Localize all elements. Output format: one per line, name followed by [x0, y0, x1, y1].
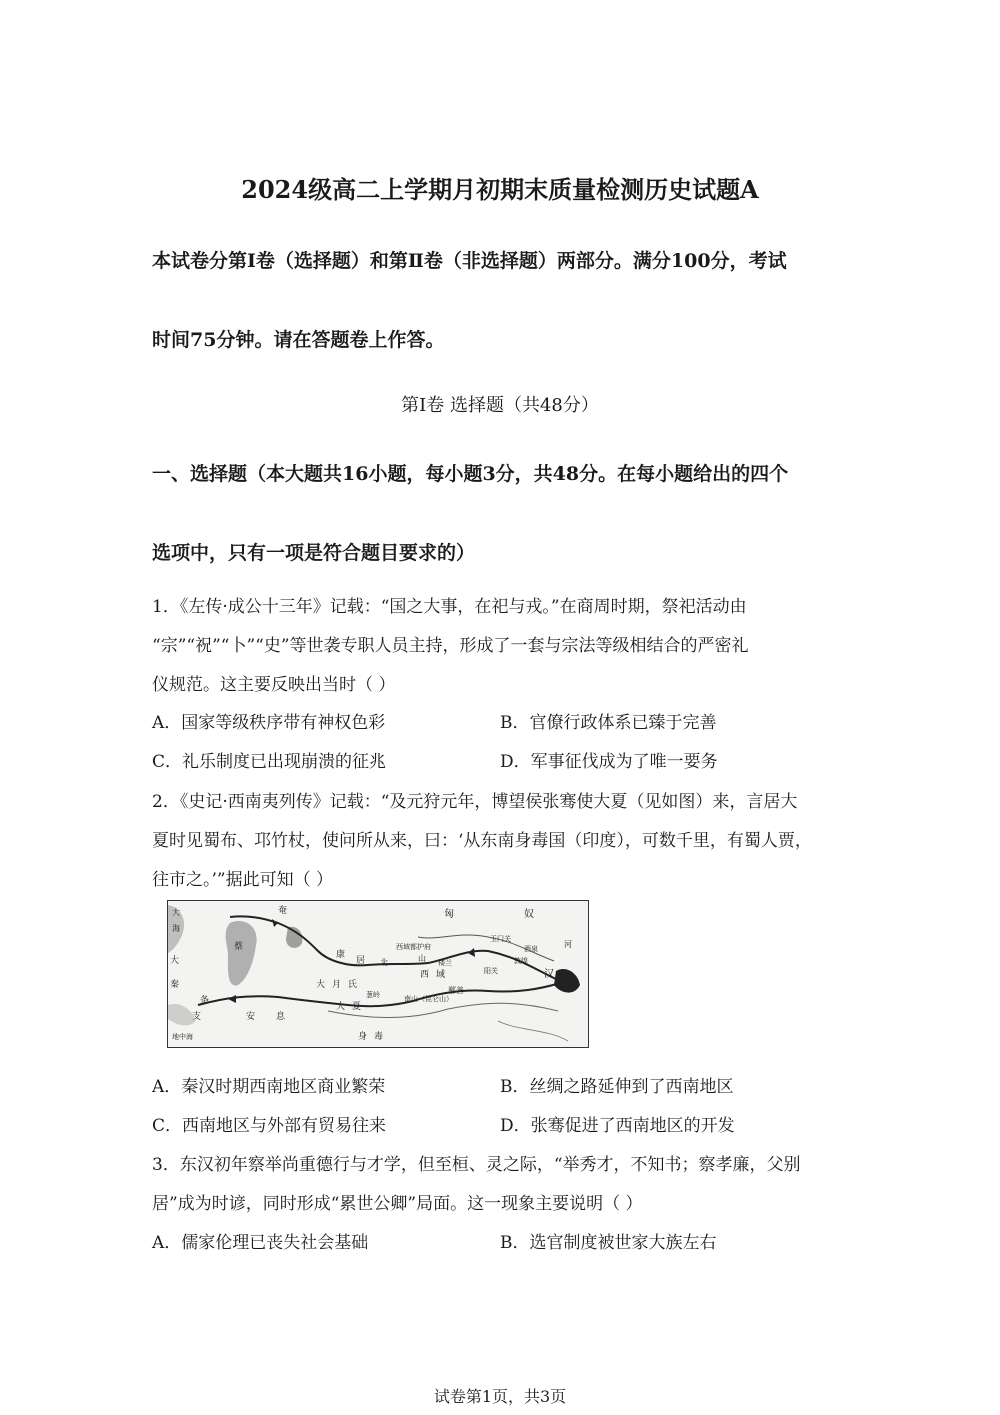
map-label: 匈: [444, 909, 454, 920]
q2-line-2: 夏时见蜀布、邛竹杖，使问所从来，曰：‘从东南身毒国（印度），可数千里，有蜀人贾，: [152, 831, 812, 851]
map-label: 条: [200, 996, 210, 1006]
map-label: 毒: [374, 1032, 384, 1042]
q2-option-c: C．西南地区与外部有贸易往来: [152, 1116, 387, 1136]
map-label: 秦: [170, 980, 180, 990]
map-label: 河: [564, 940, 572, 949]
aral-sea-shape: [286, 927, 302, 948]
map-label: 康: [336, 950, 346, 960]
q2-line-1: 2．《史记·西南夷列传》记载：“及元狩元年，博望侯张骞使大夏（见如图）来，言居大: [152, 792, 798, 812]
map-label: 大: [336, 1002, 346, 1012]
map-label: 蔡: [234, 942, 244, 952]
q1-line-1: 1．《左传·成公十三年》记载：“国之大事，在祀与戎。”在商周时期，祭祀活动由: [152, 597, 747, 617]
map-label: 夏: [352, 1002, 362, 1012]
intro-line-2: 时间75分钟。请在答题卷上作答。: [152, 329, 445, 351]
q1-line-2: “宗”“祝”“卜”“史”等世袭专职人员主持，形成了一套与宗法等级相结合的严密礼: [152, 636, 749, 656]
map-label: 息: [276, 1012, 286, 1022]
volume-title: 第Ⅰ卷 选择题（共48分）: [401, 395, 599, 416]
q3-line-1: 3．东汉初年察举尚重德行与才学，但至桓、灵之际，“举秀才，不知书；察孝廉，父别: [152, 1155, 801, 1175]
q1-line-3: 仪规范。这主要反映出当时（ ）: [152, 675, 396, 695]
map-label: 地中海: [172, 1033, 193, 1041]
route-arrow-icon-3: [468, 948, 475, 957]
q1-option-c: C．礼乐制度已出现崩溃的征兆: [152, 752, 387, 772]
q2-option-d: D．张骞促进了西南地区的开发: [500, 1116, 735, 1136]
instruction-line-2: 选项中，只有一项是符合题目要求的）: [152, 542, 476, 564]
route-arrow-icon: [272, 919, 278, 927]
intro-line-1: 本试卷分第Ⅰ卷（选择题）和第Ⅱ卷（非选择题）两部分。满分100分，考试: [152, 250, 787, 272]
map-label: 北: [380, 958, 388, 967]
map-label: 敦煌: [514, 957, 528, 965]
river-line-east: [498, 1021, 568, 1041]
q2-line-3: 往市之。’”据此可知（ ）: [152, 870, 333, 890]
q2-option-a: A．秦汉时期西南地区商业繁荣: [152, 1077, 386, 1097]
silk-road-map: [167, 900, 589, 1048]
q1-option-a: A．国家等级秩序带有神权色彩: [152, 713, 386, 733]
map-label: 月: [332, 980, 342, 990]
q2-option-b: B．丝绸之路延伸到了西南地区: [500, 1077, 734, 1097]
map-label: 西: [420, 970, 430, 980]
route-arrow-icon-2: [228, 995, 236, 1003]
map-label: 奄: [278, 906, 288, 916]
map-label: 支: [192, 1012, 202, 1022]
instruction-line-1: 一、选择题（本大题共16小题，每小题3分，共48分。在每小题给出的四个: [152, 463, 789, 485]
map-label: 海: [172, 924, 180, 933]
map-label: 南山（昆仑山）: [404, 995, 453, 1003]
map-label: 身: [358, 1032, 368, 1042]
map-label: 奴: [524, 909, 534, 920]
page-title: 2024级高二上学期月初期末质量检测历史试题A: [241, 175, 759, 204]
map-label: 大: [316, 980, 326, 990]
map-label: 鄯善: [448, 986, 464, 995]
map-label: 葱岭: [366, 991, 380, 999]
q3-option-b: B．选官制度被世家大族左右: [500, 1233, 717, 1253]
map-label: 楼兰: [438, 959, 452, 967]
map-label: 大: [172, 908, 180, 917]
q1-option-d: D．军事征伐成为了唯一要务: [500, 752, 718, 772]
q3-line-2: 居”成为时谚，同时形成“累世公卿”局面。这一现象主要说明（ ）: [152, 1194, 643, 1214]
map-label: 玉门关: [490, 935, 511, 943]
map-label: 居: [356, 956, 366, 966]
map-label: 西域都护府: [396, 943, 431, 951]
page-footer: 试卷第1页，共3页: [433, 1387, 567, 1406]
map-label: 汉: [544, 969, 554, 980]
map-label: 山: [418, 954, 426, 963]
map-label: 域: [436, 970, 446, 980]
map-label: 氏: [348, 980, 358, 990]
northern-route-line: [230, 916, 560, 981]
q1-option-b: B．官僚行政体系已臻于完善: [500, 713, 717, 733]
map-label: 安: [246, 1012, 256, 1022]
map-label: 阳关: [484, 967, 498, 975]
q3-option-a: A．儒家伦理已丧失社会基础: [152, 1233, 369, 1253]
map-label: 酒泉: [524, 945, 538, 953]
caspian-sea-shape: [226, 921, 257, 985]
map-label: 大: [170, 956, 180, 966]
